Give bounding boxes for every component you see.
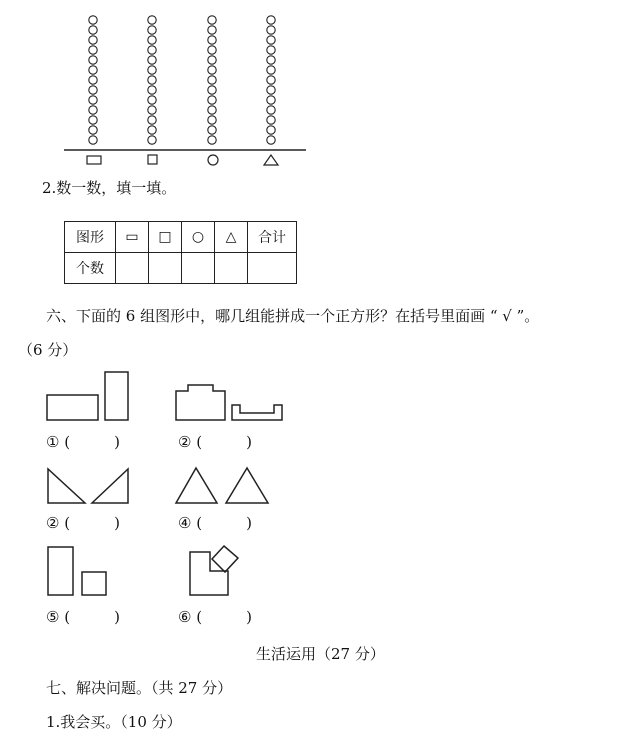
option-number: ④ [178,514,192,532]
column-circle-1 [89,16,97,24]
answer-cell-total[interactable] [248,253,297,284]
marker-triangle-icon [264,155,278,165]
g4-triangle-b-shape [226,468,268,503]
g2-notched-shape [232,405,282,420]
column-circle-4 [267,26,275,34]
column-circle-1 [89,26,97,34]
answer-paren[interactable]: ( ) [196,608,252,626]
column-circle-4 [267,126,275,134]
marker-rectangle-icon [87,156,101,164]
column-circle-2 [148,26,156,34]
table-row [65,253,297,284]
column-circle-1 [89,96,97,104]
column-circle-3 [208,46,216,54]
answer-cell-rectangle[interactable] [116,253,149,284]
section6-score: （6 分） [18,341,78,359]
g5-tall-rectangle-shape [48,547,73,595]
column-circle-2 [148,66,156,74]
option-number: ② [46,514,60,532]
column-circle-3 [208,36,216,44]
column-circle-4 [267,76,275,84]
column-circle-3 [208,76,216,84]
section7-title: 七、解决问题。（共 27 分） [46,679,233,697]
section7-q1: 1.我会买。（10 分） [46,713,182,731]
column-circle-3 [208,136,216,144]
table-row [65,222,297,253]
column-circle-4 [267,46,275,54]
column-circle-2 [148,46,156,54]
option-number: ⑥ [178,608,192,626]
answer-paren[interactable]: ( ) [64,514,120,532]
column-circle-2 [148,16,156,24]
g3-right-triangle-shape [92,469,128,503]
column-circle-3 [208,66,216,74]
column-circle-4 [267,86,275,94]
column-circle-3 [208,96,216,104]
g6-diamond-shape [212,546,238,572]
q2-title: 2.数一数，填一填。 [42,179,177,197]
option-number: ⑤ [46,608,60,626]
column-circle-1 [89,86,97,94]
column-circle-4 [267,106,275,114]
count-table [64,221,297,284]
g6-l-shape [190,552,228,595]
column-circle-4 [267,36,275,44]
option-1 [46,432,120,452]
column-circle-1 [89,56,97,64]
option-3 [46,513,120,533]
column-circle-4 [267,96,275,104]
column-circle-3 [208,126,216,134]
column-circle-3 [208,16,216,24]
circle-column-diagram [60,8,320,170]
row-header-count: 个数 [65,253,116,284]
column-circle-1 [89,76,97,84]
answer-paren[interactable]: ( ) [196,514,252,532]
square-puzzle-figures [40,365,300,605]
square-icon: □ [149,222,182,253]
row-header-shape: 图形 [65,222,116,253]
g3-left-triangle-shape [48,469,85,503]
column-circle-4 [267,116,275,124]
column-circle-3 [208,86,216,94]
part-title: 生活运用（27 分） [256,645,385,663]
column-circle-1 [89,126,97,134]
column-circle-3 [208,116,216,124]
g2-stepped-shape [176,385,225,420]
triangle-icon: △ [215,222,248,253]
option-number: ① [46,433,60,451]
option-6 [178,607,252,627]
option-2 [178,432,252,452]
column-circle-3 [208,56,216,64]
answer-paren[interactable]: ( ) [196,433,252,451]
column-circle-2 [148,56,156,64]
marker-square-icon [148,155,157,164]
section6-title: 六、下面的 6 组图形中，哪几组能拼成一个正方形？在括号里面画 “ √ ”。 [46,307,540,325]
circle-icon: ○ [182,222,215,253]
column-circle-4 [267,136,275,144]
column-circle-3 [208,106,216,114]
total-header: 合计 [248,222,297,253]
column-circle-4 [267,16,275,24]
column-circle-4 [267,56,275,64]
answer-cell-triangle[interactable] [215,253,248,284]
column-circle-4 [267,66,275,74]
column-circle-2 [148,76,156,84]
answer-cell-circle[interactable] [182,253,215,284]
g1-tall-rectangle-shape [105,372,128,420]
column-circle-2 [148,106,156,114]
column-circle-1 [89,46,97,54]
column-circle-1 [89,66,97,74]
option-number: ② [178,433,192,451]
column-circle-1 [89,106,97,114]
circle-columns [89,16,275,144]
rectangle-icon: ▭ [116,222,149,253]
g5-square-shape [82,572,106,595]
column-circle-2 [148,116,156,124]
column-circle-2 [148,136,156,144]
answer-paren[interactable]: ( ) [64,433,120,451]
option-4 [178,513,252,533]
column-circle-1 [89,116,97,124]
column-circle-2 [148,86,156,94]
g4-triangle-a-shape [176,468,217,503]
g1-rectangle-shape [47,395,98,420]
option-5 [46,607,120,627]
column-circle-2 [148,96,156,104]
answer-paren[interactable]: ( ) [64,608,120,626]
column-circle-1 [89,136,97,144]
column-circle-2 [148,126,156,134]
marker-circle-icon [208,155,218,165]
column-circle-1 [89,36,97,44]
answer-cell-square[interactable] [149,253,182,284]
column-circle-3 [208,26,216,34]
column-circle-2 [148,36,156,44]
